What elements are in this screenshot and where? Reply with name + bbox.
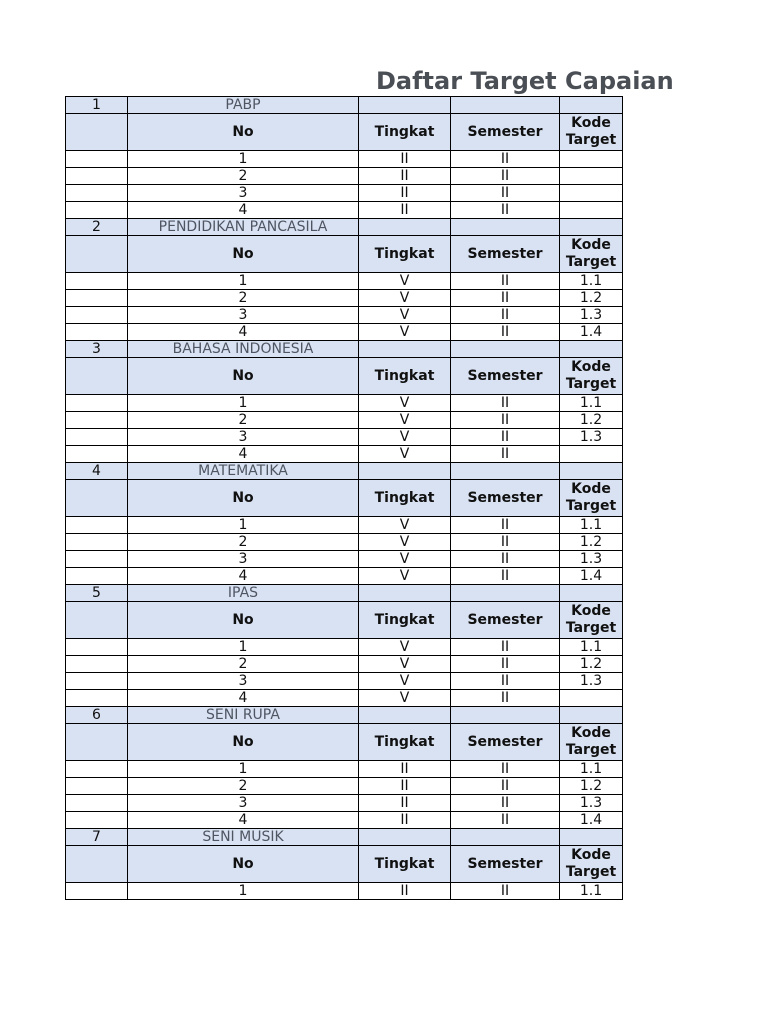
section-row: [66, 463, 623, 480]
cell-kode-target: 1.2: [560, 290, 623, 307]
cell-no: 4: [128, 568, 359, 585]
section-number: 7: [66, 829, 128, 846]
cell-tingkat: V: [359, 429, 451, 446]
cell-tingkat: II: [359, 185, 451, 202]
empty-cell: [66, 236, 128, 273]
cell-kode-target: 1.3: [560, 429, 623, 446]
cell-no: 2: [128, 412, 359, 429]
cell-kode-target: [560, 690, 623, 707]
cell-no: 2: [128, 656, 359, 673]
empty-cell: [451, 707, 560, 724]
cell-no: 4: [128, 690, 359, 707]
table-row: [66, 812, 623, 829]
empty-cell: [66, 778, 128, 795]
cell-semester: II: [451, 290, 560, 307]
cell-semester: II: [451, 429, 560, 446]
header-tingkat: Tingkat: [359, 724, 451, 761]
cell-tingkat: V: [359, 290, 451, 307]
cell-semester: II: [451, 273, 560, 290]
empty-cell: [451, 829, 560, 846]
empty-cell: [560, 707, 623, 724]
header-no: No: [128, 602, 359, 639]
empty-cell: [451, 585, 560, 602]
header-no: No: [128, 846, 359, 883]
empty-cell: [66, 307, 128, 324]
section-name: PENDIDIKAN PANCASILA: [128, 219, 359, 236]
cell-no: 2: [128, 778, 359, 795]
table-row: [66, 778, 623, 795]
header-tingkat: Tingkat: [359, 358, 451, 395]
header-kode-target: Kode Target: [560, 236, 623, 273]
cell-no: 4: [128, 324, 359, 341]
cell-tingkat: V: [359, 324, 451, 341]
cell-semester: II: [451, 202, 560, 219]
cell-semester: II: [451, 395, 560, 412]
table-row: [66, 639, 623, 656]
table-row: [66, 656, 623, 673]
cell-semester: II: [451, 812, 560, 829]
empty-cell: [66, 883, 128, 900]
empty-cell: [359, 97, 451, 114]
empty-cell: [66, 168, 128, 185]
cell-tingkat: V: [359, 673, 451, 690]
table-row: [66, 429, 623, 446]
header-kode-target: Kode Target: [560, 724, 623, 761]
header-tingkat: Tingkat: [359, 114, 451, 151]
target-table-body: [66, 97, 623, 900]
empty-cell: [66, 534, 128, 551]
cell-tingkat: II: [359, 202, 451, 219]
cell-semester: II: [451, 639, 560, 656]
cell-kode-target: 1.1: [560, 639, 623, 656]
header-tingkat: Tingkat: [359, 602, 451, 639]
cell-no: 3: [128, 795, 359, 812]
header-tingkat: Tingkat: [359, 846, 451, 883]
section-row: [66, 341, 623, 358]
header-kode-target: Kode Target: [560, 480, 623, 517]
column-header-row: [66, 236, 623, 273]
empty-cell: [451, 341, 560, 358]
column-header-row: [66, 846, 623, 883]
section-number: 2: [66, 219, 128, 236]
cell-semester: II: [451, 568, 560, 585]
table-row: [66, 534, 623, 551]
cell-no: 1: [128, 395, 359, 412]
empty-cell: [66, 324, 128, 341]
section-name: MATEMATIKA: [128, 463, 359, 480]
cell-tingkat: V: [359, 412, 451, 429]
cell-tingkat: II: [359, 795, 451, 812]
cell-no: 1: [128, 151, 359, 168]
column-header-row: [66, 602, 623, 639]
cell-no: 3: [128, 673, 359, 690]
cell-kode-target: 1.3: [560, 551, 623, 568]
cell-no: 1: [128, 761, 359, 778]
target-table: [65, 96, 623, 900]
empty-cell: [451, 463, 560, 480]
cell-no: 2: [128, 290, 359, 307]
empty-cell: [66, 724, 128, 761]
empty-cell: [359, 707, 451, 724]
cell-tingkat: II: [359, 168, 451, 185]
cell-tingkat: V: [359, 690, 451, 707]
cell-tingkat: V: [359, 395, 451, 412]
header-semester: Semester: [451, 846, 560, 883]
table-row: [66, 761, 623, 778]
empty-cell: [560, 219, 623, 236]
table-row: [66, 290, 623, 307]
cell-semester: II: [451, 185, 560, 202]
table-row: [66, 568, 623, 585]
header-semester: Semester: [451, 358, 560, 395]
table-row: [66, 324, 623, 341]
column-header-row: [66, 480, 623, 517]
empty-cell: [66, 429, 128, 446]
table-row: [66, 795, 623, 812]
empty-cell: [66, 795, 128, 812]
cell-tingkat: II: [359, 151, 451, 168]
column-header-row: [66, 724, 623, 761]
cell-semester: II: [451, 517, 560, 534]
empty-cell: [66, 602, 128, 639]
section-row: [66, 707, 623, 724]
empty-cell: [66, 202, 128, 219]
header-tingkat: Tingkat: [359, 480, 451, 517]
header-no: No: [128, 724, 359, 761]
section-name: SENI MUSIK: [128, 829, 359, 846]
cell-no: 3: [128, 307, 359, 324]
cell-tingkat: V: [359, 273, 451, 290]
header-semester: Semester: [451, 236, 560, 273]
table-row: [66, 673, 623, 690]
header-kode-target: Kode Target: [560, 846, 623, 883]
empty-cell: [66, 639, 128, 656]
cell-tingkat: V: [359, 307, 451, 324]
empty-cell: [66, 568, 128, 585]
cell-semester: II: [451, 412, 560, 429]
header-semester: Semester: [451, 724, 560, 761]
section-name: BAHASA INDONESIA: [128, 341, 359, 358]
empty-cell: [66, 446, 128, 463]
cell-kode-target: 1.1: [560, 883, 623, 900]
section-number: 6: [66, 707, 128, 724]
cell-semester: II: [451, 778, 560, 795]
cell-no: 4: [128, 202, 359, 219]
table-row: [66, 551, 623, 568]
cell-kode-target: [560, 151, 623, 168]
section-name: PABP: [128, 97, 359, 114]
empty-cell: [560, 585, 623, 602]
header-kode-target: Kode Target: [560, 602, 623, 639]
cell-kode-target: 1.3: [560, 673, 623, 690]
header-semester: Semester: [451, 480, 560, 517]
header-no: No: [128, 480, 359, 517]
cell-tingkat: V: [359, 534, 451, 551]
cell-kode-target: 1.2: [560, 656, 623, 673]
table-row: [66, 273, 623, 290]
cell-semester: II: [451, 795, 560, 812]
header-semester: Semester: [451, 602, 560, 639]
cell-semester: II: [451, 673, 560, 690]
table-row: [66, 395, 623, 412]
cell-kode-target: [560, 168, 623, 185]
cell-kode-target: 1.3: [560, 795, 623, 812]
empty-cell: [359, 585, 451, 602]
cell-kode-target: 1.1: [560, 273, 623, 290]
cell-kode-target: [560, 446, 623, 463]
cell-no: 1: [128, 639, 359, 656]
cell-semester: II: [451, 168, 560, 185]
cell-kode-target: 1.3: [560, 307, 623, 324]
cell-tingkat: V: [359, 656, 451, 673]
table-row: [66, 168, 623, 185]
section-row: [66, 97, 623, 114]
cell-semester: II: [451, 446, 560, 463]
table-row: [66, 412, 623, 429]
cell-no: 1: [128, 273, 359, 290]
empty-cell: [66, 517, 128, 534]
empty-cell: [560, 97, 623, 114]
cell-no: 1: [128, 517, 359, 534]
table-row: [66, 446, 623, 463]
empty-cell: [66, 273, 128, 290]
section-number: 1: [66, 97, 128, 114]
cell-kode-target: 1.1: [560, 517, 623, 534]
section-name: SENI RUPA: [128, 707, 359, 724]
section-number: 4: [66, 463, 128, 480]
cell-tingkat: V: [359, 517, 451, 534]
header-semester: Semester: [451, 114, 560, 151]
empty-cell: [66, 673, 128, 690]
empty-cell: [66, 290, 128, 307]
header-tingkat: Tingkat: [359, 236, 451, 273]
table-row: [66, 307, 623, 324]
empty-cell: [359, 463, 451, 480]
empty-cell: [66, 761, 128, 778]
cell-kode-target: 1.1: [560, 395, 623, 412]
empty-cell: [66, 812, 128, 829]
cell-kode-target: 1.2: [560, 778, 623, 795]
cell-semester: II: [451, 151, 560, 168]
empty-cell: [66, 151, 128, 168]
cell-no: 3: [128, 551, 359, 568]
empty-cell: [66, 551, 128, 568]
empty-cell: [66, 358, 128, 395]
empty-cell: [359, 829, 451, 846]
section-row: [66, 585, 623, 602]
cell-semester: II: [451, 883, 560, 900]
empty-cell: [560, 829, 623, 846]
header-kode-target: Kode Target: [560, 358, 623, 395]
cell-tingkat: V: [359, 639, 451, 656]
section-name: IPAS: [128, 585, 359, 602]
cell-tingkat: II: [359, 761, 451, 778]
empty-cell: [66, 656, 128, 673]
empty-cell: [66, 395, 128, 412]
header-no: No: [128, 358, 359, 395]
header-no: No: [128, 236, 359, 273]
section-row: [66, 219, 623, 236]
empty-cell: [560, 341, 623, 358]
cell-semester: II: [451, 551, 560, 568]
cell-no: 3: [128, 185, 359, 202]
empty-cell: [66, 480, 128, 517]
page-title: Daftar Target Capaian: [376, 67, 674, 95]
column-header-row: [66, 114, 623, 151]
cell-tingkat: II: [359, 883, 451, 900]
cell-tingkat: V: [359, 568, 451, 585]
empty-cell: [66, 846, 128, 883]
cell-kode-target: 1.2: [560, 534, 623, 551]
cell-tingkat: V: [359, 551, 451, 568]
cell-kode-target: 1.1: [560, 761, 623, 778]
cell-no: 1: [128, 883, 359, 900]
table-row: [66, 690, 623, 707]
table-row: [66, 151, 623, 168]
cell-kode-target: [560, 202, 623, 219]
cell-semester: II: [451, 690, 560, 707]
cell-semester: II: [451, 307, 560, 324]
empty-cell: [451, 219, 560, 236]
cell-no: 2: [128, 168, 359, 185]
header-no: No: [128, 114, 359, 151]
cell-kode-target: 1.4: [560, 812, 623, 829]
cell-semester: II: [451, 324, 560, 341]
table-row: [66, 185, 623, 202]
cell-semester: II: [451, 534, 560, 551]
column-header-row: [66, 358, 623, 395]
table-row: [66, 883, 623, 900]
empty-cell: [66, 185, 128, 202]
empty-cell: [451, 97, 560, 114]
table-row: [66, 517, 623, 534]
cell-kode-target: 1.4: [560, 568, 623, 585]
cell-no: 2: [128, 534, 359, 551]
cell-semester: II: [451, 656, 560, 673]
empty-cell: [66, 114, 128, 151]
cell-tingkat: V: [359, 446, 451, 463]
section-row: [66, 829, 623, 846]
header-kode-target: Kode Target: [560, 114, 623, 151]
cell-tingkat: II: [359, 812, 451, 829]
cell-no: 4: [128, 812, 359, 829]
cell-no: 4: [128, 446, 359, 463]
empty-cell: [66, 412, 128, 429]
table-row: [66, 202, 623, 219]
cell-kode-target: 1.4: [560, 324, 623, 341]
cell-kode-target: [560, 185, 623, 202]
empty-cell: [359, 341, 451, 358]
cell-no: 3: [128, 429, 359, 446]
empty-cell: [66, 690, 128, 707]
empty-cell: [359, 219, 451, 236]
cell-kode-target: 1.2: [560, 412, 623, 429]
section-number: 3: [66, 341, 128, 358]
section-number: 5: [66, 585, 128, 602]
cell-semester: II: [451, 761, 560, 778]
cell-tingkat: II: [359, 778, 451, 795]
empty-cell: [560, 463, 623, 480]
